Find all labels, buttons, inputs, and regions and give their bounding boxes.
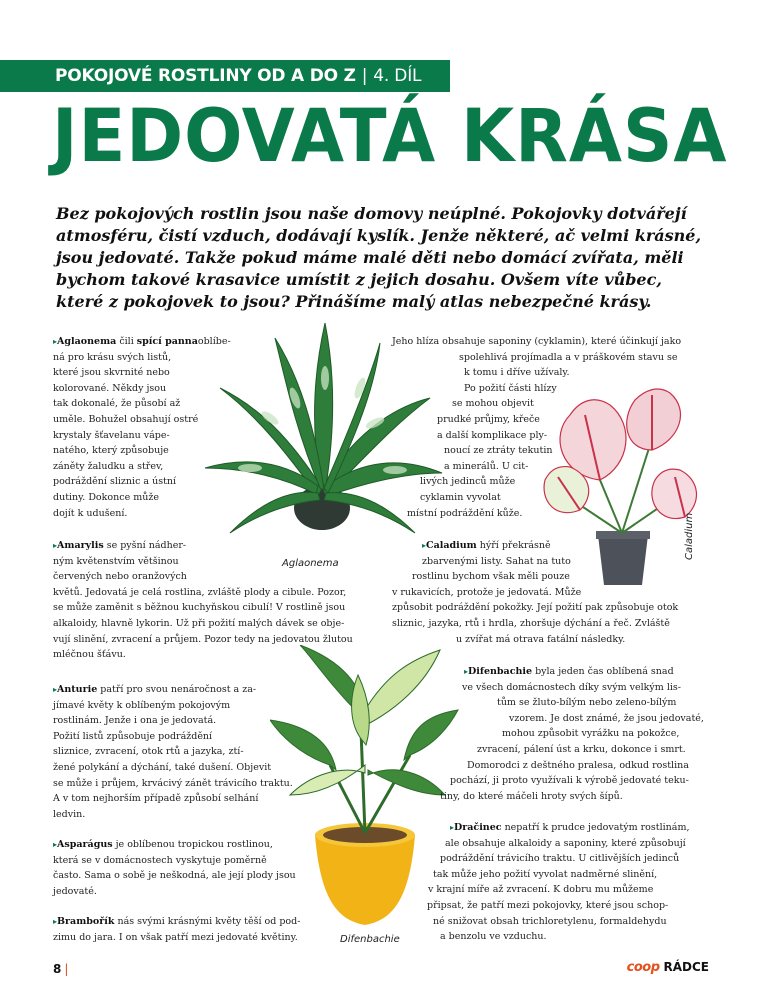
entry-aglaonema: ▸Aglaonema čili spící pannaoblíbe- ná pro krásu svých listů, které jsou skvrnité nebo kolorované. Někdy jsou tak dokonalé, že působí až uměle. Bohužel obsahují ostré krystaly šťavelanu vápe- natého, který způsobuje záněty žaludku a střev, podráždění sliznic a ústní dutiny. Dokonce může dojít k udušení. — [53, 336, 231, 519]
bullet-arrow-icon: ▸ — [422, 541, 427, 550]
entry-caladium: ▸Caladium hýří překrásně zbarvenými listy. Sahat na tuto rostlinu bychom však měli pouze v rukavicích, protože je jedovatá. Může způsobit podráždění pokožky. Její požití pak způsobuje otok sliznic, jazyka, rtů i hrdla, zhoršuje dýchání a řeč. Zvláště u zvířat má otrava fatální následky. — [392, 540, 679, 645]
brand-radce: RÁDCE — [663, 960, 709, 974]
series-header-bar — [0, 60, 450, 92]
entry-name: Aglaonema — [57, 336, 117, 347]
series-separator: | — [361, 66, 368, 86]
article-title: JEDOVATÁ KRÁSA — [52, 94, 728, 179]
entry-anturie: ▸Anturie patří pro svou nenáročnost a za- jímavé květy k oblíbeným pokojovým rostlinám. Jenže i ona je jedovatá. Požití listů způsobuje podráždění sliznice, zvracení, otok rtů a jazyka, ztí- žené polykání a dýchání, také dušení. Objevit se může i průjem, krvácivý zánět trávicího traktu. A v tom nejhorším případě způsobí selhání ledvin. — [53, 684, 293, 820]
brand-logo — [627, 960, 709, 975]
bullet-arrow-icon: ▸ — [53, 685, 58, 694]
entry-bramborik: ▸Brambořík nás svými krásnými květy těší od pod- zimu do jara. I on však patří mezi jedovaté květiny. — [53, 916, 301, 943]
series-part: 4. DÍL — [373, 66, 422, 86]
entry-bramborik-continued: Jeho hlíza obsahuje saponiny (cyklamin), které účinkují jako spolehlivá projímadla a v práškovém stavu se k tomu i dříve užívaly. Po požití části hlízy se mohou objevit prudké průjmy, křeče a další komplikace ply- noucí ze ztráty tekutin a minerálů. U cit- livých jedinců může cyklamin vyvolat místní podráždění kůže. — [392, 336, 682, 519]
brand-coop: coop — [626, 960, 660, 975]
entry-asparagus: ▸Asparágus je oblíbenou tropickou rostlinou, která se v domácnostech vyskytuje poměrně často. Sama o sobě je neškodná, ale její plody jsou jedovaté. — [53, 839, 296, 897]
bullet-arrow-icon: ▸ — [53, 541, 58, 550]
page-number: 8 | — [53, 962, 69, 976]
entry-amarylis: ▸Amarylis se pyšní nádher- ným květenstvím většinou červených nebo oranžových květů. Jedovatá je celá rostlina, zvláště plody a cibule. Pozor, se může zaměnit s běžnou kuchyňskou cibulí! V rostlině jsou alkaloidy, hlavně lykorin. Už při požití malých dávek se obje- vují slinění, zvracení a průjem. Pozor tedy na jedovatou žlutou mléčnou šťávu. — [53, 540, 353, 661]
entry-dracinec: ▸Dračinec nepatří k prudce jedovatým rostlinám, ale obsahuje alkaloidy a saponiny, které způsobují podráždění trávicího traktu. U citlivějších jedinců tak může jeho požití vyvolat nadměrné slinění, v krajní míře až zvracení. K dobru mu můžeme připsat, že patří mezi pokojovky, které jsou schop- né snižovat obsah trichloretylenu, formaldehydu a benzolu ve vzduchu. — [427, 822, 690, 943]
bullet-arrow-icon: ▸ — [450, 823, 455, 832]
difenbachie-caption: Difenbachie — [340, 934, 400, 945]
series-title: POKOJOVÉ ROSTLINY OD A DO Z — [55, 66, 356, 86]
bullet-arrow-icon: ▸ — [53, 337, 58, 346]
caladium-caption: Caladium — [684, 512, 695, 560]
bullet-arrow-icon: ▸ — [464, 667, 469, 676]
entry-difenbachie: ▸Difenbachie byla jeden čas oblíbená snad ve všech domácnostech díky svým velkým lis- tům se žluto-bílým nebo zeleno-bílým vzorem. Je dost známé, že jsou jedovaté, mohou způsobit vyrážku na pokožce, zvracení, pálení úst a krku, dokonce i smrt. Domorodci z deštného pralesa, odkud rostlina pochází, ji proto využívali k výrobě jedovaté teku- tiny, do které máčeli hroty svých šípů. — [440, 666, 704, 802]
aglaonema-caption: Aglaonema — [282, 558, 339, 569]
bullet-arrow-icon: ▸ — [53, 840, 58, 849]
bullet-arrow-icon: ▸ — [53, 917, 58, 926]
article-lead: Bez pokojových rostlin jsou naše domovy neúplné. Pokojovky dotvářejí atmosféru, čistí vzduch, dodávají kyslík. Jenže některé, ač velmi krásné, jsou jedovaté. Takže pokud máme malé děti nebo domácí zvířata, měli bychom takové krasavice umístit z jejich dosahu. Ovšem víte vůbec, které z pokojovek to jsou? Přinášíme malý atlas nebezpečné krásy. — [56, 204, 702, 311]
